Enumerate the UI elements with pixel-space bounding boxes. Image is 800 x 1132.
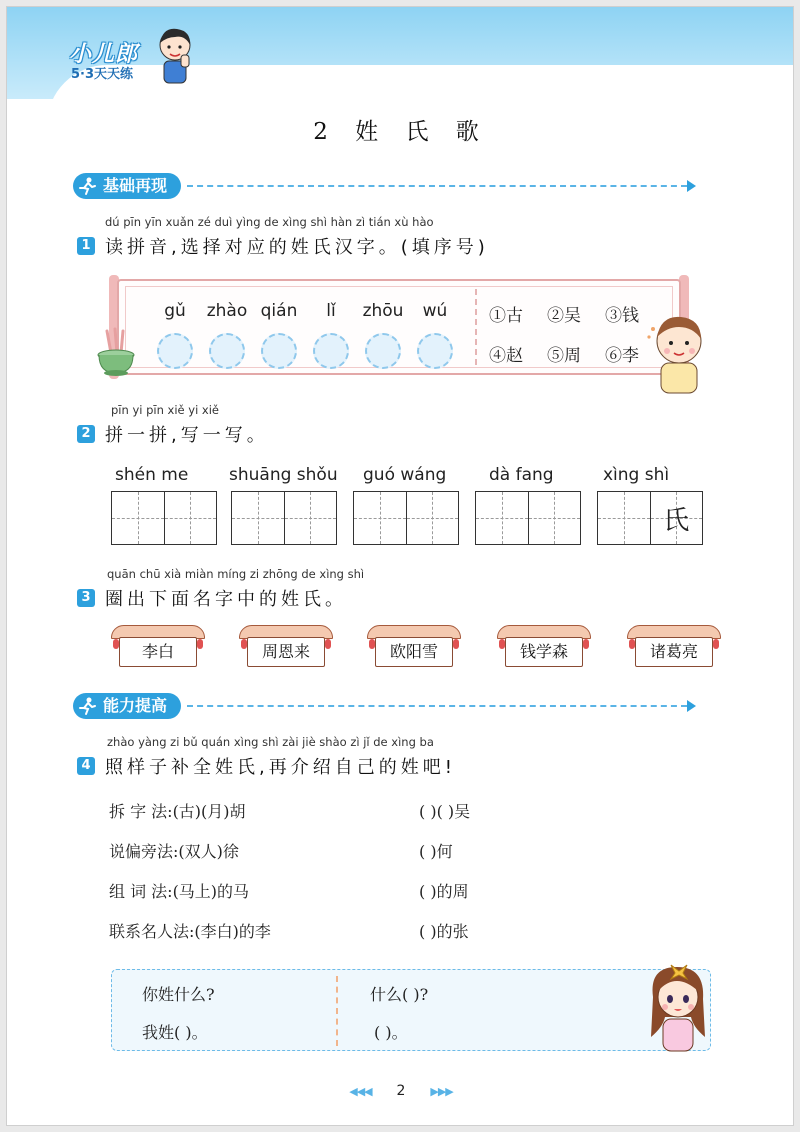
page-footer xyxy=(7,1083,794,1099)
q2-writing-grid xyxy=(111,491,217,545)
q3-number: 3 xyxy=(77,589,95,607)
writing-cell[interactable] xyxy=(354,492,407,544)
writing-cell-char: 氏 xyxy=(663,506,690,536)
q1-syllable: wú xyxy=(422,301,448,321)
tassel-icon xyxy=(583,639,589,649)
prev-arrows-icon: ◀◀◀ xyxy=(349,1085,372,1098)
q2-number: 2 xyxy=(77,425,95,443)
q2-writing-grid xyxy=(475,491,581,545)
q1-option: ③钱 xyxy=(605,306,639,326)
q2-word-pinyin: shuāng shǒu xyxy=(229,465,338,485)
plaque-name[interactable]: 诸葛亮 xyxy=(635,637,713,667)
q1-answer-circle[interactable] xyxy=(417,333,453,369)
writing-cell[interactable] xyxy=(598,492,651,544)
plaque-name[interactable]: 李白 xyxy=(119,637,197,667)
lesson-title: 2 姓 氏 歌 xyxy=(313,119,489,145)
q1-answer-circle[interactable] xyxy=(157,333,193,369)
writing-cell[interactable] xyxy=(112,492,165,544)
writing-cell[interactable] xyxy=(651,492,703,544)
q1-text: 读拼音,选择对应的姓氏汉字。(填序号) xyxy=(105,237,489,258)
q4-text: 照样子补全姓氏,再介绍自己的姓吧! xyxy=(105,757,456,778)
runner-icon xyxy=(77,696,97,716)
section-banner-advanced xyxy=(73,693,696,719)
q1-prompt xyxy=(77,233,489,259)
q4-rule-example: 拆 字 法:(古)(月)胡 xyxy=(109,802,246,821)
dialog-reply[interactable]: 我姓( )。 xyxy=(142,1023,208,1042)
next-arrows-icon: ▶▶▶ xyxy=(430,1085,453,1098)
plaque-name[interactable]: 欧阳雪 xyxy=(375,637,453,667)
girl-mascot-icon xyxy=(643,957,713,1053)
name-plaque xyxy=(239,625,333,671)
section-title-basic-text: 基础再现 xyxy=(103,176,168,195)
q4-rule-answer[interactable]: ( )何 xyxy=(419,842,453,861)
section-title-advanced xyxy=(73,693,181,719)
q2-prompt xyxy=(77,421,269,447)
q2-writing-grid xyxy=(597,491,703,545)
q1-option: ⑥李 xyxy=(605,346,639,366)
q1-syllable: zhōu xyxy=(362,301,404,321)
q1-scroll-panel xyxy=(117,279,681,375)
dialog-ask-2[interactable]: 什么( )? xyxy=(370,985,429,1004)
q2-writing-grid xyxy=(353,491,459,545)
brand-logo: 小儿郎 xyxy=(69,42,139,67)
boy-mascot-icon xyxy=(155,25,195,85)
banner-arrow-icon xyxy=(687,180,696,192)
q1-syllable: gǔ xyxy=(164,301,186,321)
name-plaque xyxy=(627,625,721,671)
runner-icon xyxy=(77,176,97,196)
q3-pinyin: quān chū xià miàn míng zi zhōng de xìng shì xyxy=(107,567,365,581)
banner-dash-line xyxy=(187,185,687,187)
q4-rule-answer[interactable]: ( )的周 xyxy=(419,882,469,901)
q1-option: ⑤周 xyxy=(547,346,581,366)
q1-answer-circle[interactable] xyxy=(365,333,401,369)
q1-number: 1 xyxy=(77,237,95,255)
tassel-icon xyxy=(453,639,459,649)
q4-pinyin: zhào yàng zi bǔ quán xìng shì zài jiè shào zì jǐ de xìng ba xyxy=(107,735,434,749)
banner-dash-line xyxy=(187,705,687,707)
plaque-name[interactable]: 周恩来 xyxy=(247,637,325,667)
name-plaque xyxy=(111,625,205,671)
brush-pot-icon xyxy=(93,327,139,377)
writing-cell[interactable] xyxy=(407,492,459,544)
baby-mascot-icon xyxy=(645,309,709,395)
tassel-icon xyxy=(325,639,331,649)
writing-cell[interactable] xyxy=(529,492,581,544)
q2-text: 拼一拼,写一写。 xyxy=(105,425,269,446)
q4-rule-answer[interactable]: ( )( )吴 xyxy=(419,802,471,821)
name-plaque xyxy=(367,625,461,671)
q3-prompt xyxy=(77,585,347,611)
q2-writing-grid xyxy=(231,491,337,545)
writing-cell[interactable] xyxy=(285,492,337,544)
q4-rule-answer[interactable]: ( )的张 xyxy=(419,922,469,941)
writing-cell[interactable] xyxy=(232,492,285,544)
tassel-icon xyxy=(713,639,719,649)
writing-cell[interactable] xyxy=(165,492,217,544)
q1-pinyin: dú pīn yīn xuǎn zé duì yìng de xìng shì hàn zì tián xù hào xyxy=(105,215,434,229)
scroll-divider xyxy=(475,289,477,365)
q2-word-pinyin: guó wáng xyxy=(363,465,447,485)
q2-pinyin: pīn yi pīn xiě yi xiě xyxy=(111,403,219,417)
q4-rule-example: 联系名人法:(李白)的李 xyxy=(109,922,271,941)
page-number: 2 xyxy=(396,1083,406,1099)
q4-dialog-box xyxy=(111,969,711,1051)
q1-answer-circle[interactable] xyxy=(209,333,245,369)
dialog-reply-2[interactable]: ( )。 xyxy=(374,1023,408,1042)
dialog-ask: 你姓什么? xyxy=(142,985,215,1004)
q1-syllable: zhào xyxy=(206,301,248,321)
banner-arrow-icon xyxy=(687,700,696,712)
q1-syllable: qián xyxy=(260,301,298,321)
tassel-icon xyxy=(197,639,203,649)
q2-word-pinyin: dà fang xyxy=(489,465,554,485)
section-title-advanced-text: 能力提高 xyxy=(103,696,168,715)
name-plaque xyxy=(497,625,591,671)
q1-answer-circle[interactable] xyxy=(261,333,297,369)
q1-option: ④赵 xyxy=(489,346,523,366)
q4-rule-example: 组 词 法:(马上)的马 xyxy=(109,882,250,901)
section-banner-basic xyxy=(73,173,696,199)
q1-answer-circle[interactable] xyxy=(313,333,349,369)
plaque-name[interactable]: 钱学森 xyxy=(505,637,583,667)
q2-word-pinyin: xìng shì xyxy=(603,465,670,485)
q1-syllable: lǐ xyxy=(326,301,336,321)
worksheet-page xyxy=(6,6,794,1126)
section-title-basic xyxy=(73,173,181,199)
q1-option: ②吴 xyxy=(547,306,581,326)
q1-option: ①古 xyxy=(489,306,523,326)
q4-prompt xyxy=(77,753,456,779)
q3-text: 圈出下面名字中的姓氏。 xyxy=(105,589,347,610)
q4-rule-example: 说偏旁法:(双人)徐 xyxy=(109,842,239,861)
q4-number: 4 xyxy=(77,757,95,775)
brand-series: 5·3天天练 xyxy=(71,67,134,82)
q2-word-pinyin: shén me xyxy=(115,465,189,485)
dialog-divider xyxy=(336,976,338,1046)
writing-cell[interactable] xyxy=(476,492,529,544)
